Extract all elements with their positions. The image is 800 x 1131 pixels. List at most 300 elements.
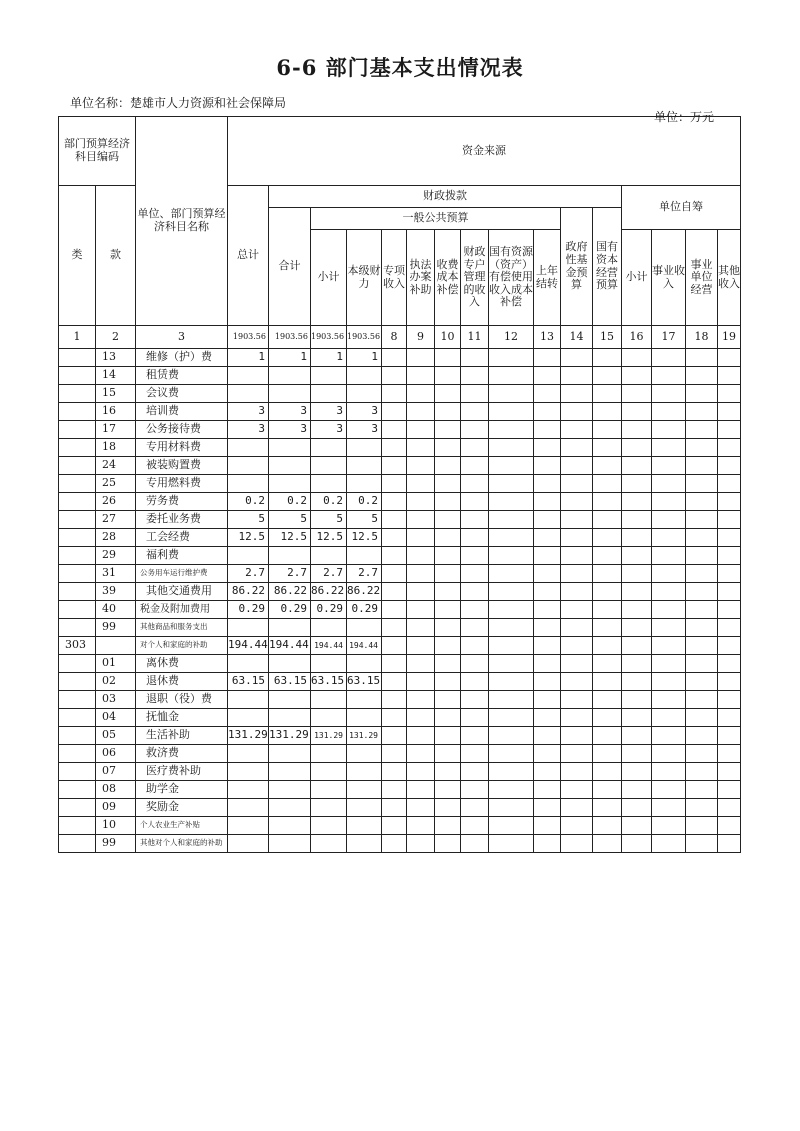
cell-empty — [435, 493, 461, 511]
cell-name: 其他对个人和家庭的补助 — [136, 835, 228, 853]
cell-xiaoji — [311, 799, 347, 817]
cell-empty — [622, 547, 652, 565]
cell-empty — [407, 763, 435, 781]
cell-empty — [407, 565, 435, 583]
header-total: 总计 — [228, 186, 269, 326]
cell-name: 助学金 — [136, 781, 228, 799]
cell-empty — [382, 529, 407, 547]
cell-empty — [718, 367, 741, 385]
cell-empty — [435, 709, 461, 727]
cell-xiaoji: 0.29 — [311, 601, 347, 619]
cell-kuan: 31 — [96, 565, 136, 583]
cell-empty — [435, 619, 461, 637]
cell-empty — [652, 619, 686, 637]
table-row — [59, 745, 741, 763]
cell-empty — [593, 583, 622, 601]
header-self-raised: 单位自筹 — [622, 186, 741, 230]
cell-empty — [561, 421, 593, 439]
cell-empty — [435, 691, 461, 709]
cell-empty — [382, 709, 407, 727]
cell-empty — [686, 493, 718, 511]
cell-empty — [561, 655, 593, 673]
cell-empty — [435, 655, 461, 673]
cell-empty — [652, 565, 686, 583]
cell-kuan: 13 — [96, 349, 136, 367]
cell-empty — [622, 835, 652, 853]
cell-xiaoji: 0.2 — [311, 493, 347, 511]
cell-empty — [489, 763, 534, 781]
table-row — [59, 403, 741, 421]
cell-benji: 0.2 — [347, 493, 382, 511]
cell-empty — [718, 835, 741, 853]
cell-empty — [461, 493, 489, 511]
cell-empty — [382, 817, 407, 835]
cell-xiaoji: 2.7 — [311, 565, 347, 583]
cell-empty — [593, 403, 622, 421]
cell-empty — [461, 511, 489, 529]
cell-lei — [59, 367, 96, 385]
cell-empty — [622, 565, 652, 583]
cell-empty — [622, 799, 652, 817]
cell-benji: 2.7 — [347, 565, 382, 583]
cell-name: 公务用车运行维护费 — [136, 565, 228, 583]
header-state-resources: 国有资源（资产）有偿使用收入成本补偿 — [489, 230, 534, 326]
unit-label: 单位：万元 — [654, 110, 715, 124]
cell-empty — [382, 601, 407, 619]
cell-empty — [382, 457, 407, 475]
cell-empty — [435, 763, 461, 781]
cell-empty — [382, 619, 407, 637]
table-row — [59, 655, 741, 673]
cell-empty — [407, 385, 435, 403]
cell-empty — [622, 439, 652, 457]
cell-empty — [718, 601, 741, 619]
cell-empty — [652, 547, 686, 565]
cell-empty — [461, 709, 489, 727]
cell-empty — [489, 619, 534, 637]
cell-empty — [382, 421, 407, 439]
cell-empty — [593, 475, 622, 493]
cell-empty — [622, 403, 652, 421]
cell-empty — [652, 421, 686, 439]
cell-kuan: 16 — [96, 403, 136, 421]
cell-xiaoji — [311, 367, 347, 385]
cell-empty — [593, 673, 622, 691]
cell-zongji: 12.5 — [228, 529, 269, 547]
cell-kuan: 18 — [96, 439, 136, 457]
cell-empty — [686, 403, 718, 421]
cell-empty — [435, 745, 461, 763]
cell-empty — [652, 655, 686, 673]
cell-empty — [489, 655, 534, 673]
cell-empty — [686, 619, 718, 637]
cell-xiaoji: 194.44 — [311, 637, 347, 655]
table-row — [59, 493, 741, 511]
cell-empty — [593, 547, 622, 565]
header-business-operation: 事业单位经营 — [686, 230, 718, 326]
cell-empty — [407, 583, 435, 601]
cell-empty — [489, 457, 534, 475]
cell-empty — [622, 367, 652, 385]
cell-empty — [461, 403, 489, 421]
cell-empty — [407, 547, 435, 565]
cell-empty — [461, 547, 489, 565]
cell-empty — [652, 673, 686, 691]
cell-empty — [593, 421, 622, 439]
table-row — [59, 565, 741, 583]
cell-empty — [407, 475, 435, 493]
cell-empty — [718, 403, 741, 421]
cell-empty — [534, 565, 561, 583]
cell-empty — [593, 619, 622, 637]
cell-kuan: 39 — [96, 583, 136, 601]
cell-benji: 63.15 — [347, 673, 382, 691]
cell-empty — [534, 655, 561, 673]
cell-empty — [652, 583, 686, 601]
cell-empty — [534, 727, 561, 745]
cell-benji: 3 — [347, 421, 382, 439]
cell-name: 个人农业生产补贴 — [136, 817, 228, 835]
cell-empty — [622, 529, 652, 547]
table-row — [59, 637, 741, 655]
cell-benji: 0.29 — [347, 601, 382, 619]
cell-empty — [435, 511, 461, 529]
cell-empty — [686, 547, 718, 565]
cell-empty — [461, 835, 489, 853]
cell-empty — [622, 763, 652, 781]
cell-empty — [622, 349, 652, 367]
cell-kuan: 40 — [96, 601, 136, 619]
table-row — [59, 835, 741, 853]
cell-heji — [269, 457, 311, 475]
cell-lei — [59, 547, 96, 565]
table-row — [59, 799, 741, 817]
cell-lei — [59, 457, 96, 475]
cell-empty — [461, 583, 489, 601]
cell-empty — [718, 475, 741, 493]
cell-empty — [593, 655, 622, 673]
cell-name: 福利费 — [136, 547, 228, 565]
cell-empty — [593, 349, 622, 367]
cell-empty — [561, 565, 593, 583]
header-law-enforcement: 执法办案补助 — [407, 230, 435, 326]
cell-empty — [461, 817, 489, 835]
cell-empty — [435, 403, 461, 421]
cell-empty — [435, 439, 461, 457]
cell-kuan: 99 — [96, 619, 136, 637]
cell-empty — [686, 349, 718, 367]
cell-empty — [622, 709, 652, 727]
table-row — [59, 475, 741, 493]
cell-empty — [489, 511, 534, 529]
cell-empty — [686, 727, 718, 745]
cell-empty — [435, 565, 461, 583]
cell-empty — [489, 727, 534, 745]
cell-lei — [59, 439, 96, 457]
cell-empty — [561, 547, 593, 565]
header-carryover: 上年结转 — [534, 230, 561, 326]
cell-empty — [407, 745, 435, 763]
cell-empty — [593, 781, 622, 799]
cell-lei — [59, 745, 96, 763]
header-subtotal-fiscal: 合计 — [269, 208, 311, 326]
cell-name: 委托业务费 — [136, 511, 228, 529]
cell-empty — [561, 691, 593, 709]
cell-empty — [489, 799, 534, 817]
cell-empty — [461, 655, 489, 673]
cell-zongji — [228, 691, 269, 709]
cell-zongji: 86.22 — [228, 583, 269, 601]
cell-empty — [593, 367, 622, 385]
cell-heji — [269, 745, 311, 763]
cell-empty — [534, 547, 561, 565]
cell-kuan: 26 — [96, 493, 136, 511]
cell-empty — [489, 709, 534, 727]
cell-kuan: 08 — [96, 781, 136, 799]
cell-empty — [534, 493, 561, 511]
cell-empty — [461, 601, 489, 619]
cell-zongji — [228, 745, 269, 763]
cell-name: 其他交通费用 — [136, 583, 228, 601]
cell-heji — [269, 367, 311, 385]
cell-name: 离休费 — [136, 655, 228, 673]
cell-empty — [489, 493, 534, 511]
cell-name: 对个人和家庭的补助 — [136, 637, 228, 655]
cell-empty — [461, 727, 489, 745]
header-self-subtotal: 小计 — [622, 230, 652, 326]
cell-empty — [534, 601, 561, 619]
cell-empty — [534, 367, 561, 385]
table-row — [59, 349, 741, 367]
cell-xiaoji — [311, 745, 347, 763]
cell-empty — [461, 367, 489, 385]
cell-lei — [59, 565, 96, 583]
cell-empty — [561, 727, 593, 745]
cell-empty — [561, 583, 593, 601]
cell-benji — [347, 835, 382, 853]
cell-heji — [269, 385, 311, 403]
cell-empty — [435, 799, 461, 817]
cell-empty — [489, 403, 534, 421]
cell-empty — [489, 817, 534, 835]
cell-name: 被装购置费 — [136, 457, 228, 475]
cell-empty — [652, 349, 686, 367]
cell-empty — [718, 745, 741, 763]
cell-empty — [489, 529, 534, 547]
cell-empty — [489, 547, 534, 565]
cell-empty — [534, 763, 561, 781]
cell-kuan: 02 — [96, 673, 136, 691]
table-row — [59, 619, 741, 637]
table-row — [59, 727, 741, 745]
cell-heji — [269, 439, 311, 457]
cell-empty — [382, 673, 407, 691]
cell-empty — [382, 799, 407, 817]
cell-benji — [347, 781, 382, 799]
cell-kuan: 04 — [96, 709, 136, 727]
cell-empty — [593, 457, 622, 475]
cell-empty — [593, 601, 622, 619]
cell-empty — [686, 691, 718, 709]
cell-empty — [534, 637, 561, 655]
cell-xiaoji — [311, 763, 347, 781]
cell-kuan: 99 — [96, 835, 136, 853]
cell-empty — [718, 349, 741, 367]
cell-empty — [622, 475, 652, 493]
cell-xiaoji — [311, 475, 347, 493]
cell-empty — [652, 529, 686, 547]
cell-name: 维修（护）费 — [136, 349, 228, 367]
cell-empty — [652, 763, 686, 781]
cell-empty — [718, 457, 741, 475]
cell-kuan: 29 — [96, 547, 136, 565]
cell-empty — [489, 601, 534, 619]
cell-empty — [407, 529, 435, 547]
cell-empty — [407, 403, 435, 421]
cell-empty — [407, 421, 435, 439]
cell-empty — [489, 565, 534, 583]
cell-benji — [347, 799, 382, 817]
cell-kuan: 09 — [96, 799, 136, 817]
index-row: 1 2 3 1903.56 1903.56 1903.56 1903.56 8 9 10 11 12 13 14 15 16 17 18 19 — [59, 326, 741, 349]
cell-benji: 5 — [347, 511, 382, 529]
cell-empty — [382, 763, 407, 781]
cell-empty — [534, 709, 561, 727]
cell-empty — [534, 619, 561, 637]
cell-empty — [718, 673, 741, 691]
cell-kuan: 27 — [96, 511, 136, 529]
cell-empty — [622, 691, 652, 709]
cell-kuan: 25 — [96, 475, 136, 493]
cell-empty — [407, 835, 435, 853]
cell-empty — [622, 619, 652, 637]
cell-empty — [407, 493, 435, 511]
cell-empty — [622, 457, 652, 475]
cell-empty — [652, 493, 686, 511]
header-fiscal-appropriation: 财政拨款 — [269, 186, 622, 208]
cell-empty — [686, 817, 718, 835]
cell-empty — [534, 583, 561, 601]
cell-heji — [269, 655, 311, 673]
cell-zongji: 63.15 — [228, 673, 269, 691]
cell-empty — [461, 619, 489, 637]
cell-empty — [561, 637, 593, 655]
cell-empty — [686, 457, 718, 475]
table-row — [59, 817, 741, 835]
cell-empty — [382, 367, 407, 385]
cell-empty — [561, 367, 593, 385]
cell-empty — [718, 529, 741, 547]
cell-empty — [435, 385, 461, 403]
cell-empty — [534, 457, 561, 475]
cell-empty — [435, 673, 461, 691]
cell-lei — [59, 493, 96, 511]
cell-empty — [407, 349, 435, 367]
cell-kuan: 07 — [96, 763, 136, 781]
cell-name: 专用材料费 — [136, 439, 228, 457]
cell-kuan: 03 — [96, 691, 136, 709]
cell-xiaoji — [311, 835, 347, 853]
cell-lei — [59, 709, 96, 727]
cell-name: 专用燃料费 — [136, 475, 228, 493]
cell-empty — [382, 403, 407, 421]
cell-empty — [561, 511, 593, 529]
cell-empty — [718, 655, 741, 673]
cell-heji — [269, 763, 311, 781]
cell-empty — [561, 835, 593, 853]
cell-empty — [534, 439, 561, 457]
cell-heji: 86.22 — [269, 583, 311, 601]
cell-empty — [652, 817, 686, 835]
cell-empty — [534, 799, 561, 817]
cell-empty — [593, 385, 622, 403]
cell-zongji — [228, 475, 269, 493]
header-special-income: 专项收入 — [382, 230, 407, 326]
cell-zongji — [228, 709, 269, 727]
cell-empty — [686, 745, 718, 763]
cell-xiaoji: 5 — [311, 511, 347, 529]
header-business-income: 事业收入 — [652, 230, 686, 326]
cell-heji: 5 — [269, 511, 311, 529]
cell-empty — [561, 457, 593, 475]
cell-empty — [593, 709, 622, 727]
cell-zongji — [228, 763, 269, 781]
cell-empty — [489, 745, 534, 763]
cell-empty — [435, 601, 461, 619]
cell-empty — [561, 403, 593, 421]
cell-empty — [686, 511, 718, 529]
cell-heji: 1 — [269, 349, 311, 367]
cell-empty — [652, 637, 686, 655]
cell-empty — [593, 817, 622, 835]
cell-empty — [686, 709, 718, 727]
cell-benji: 12.5 — [347, 529, 382, 547]
cell-benji — [347, 619, 382, 637]
cell-empty — [382, 583, 407, 601]
cell-empty — [461, 565, 489, 583]
cell-lei — [59, 403, 96, 421]
cell-lei — [59, 619, 96, 637]
cell-xiaoji: 12.5 — [311, 529, 347, 547]
cell-empty — [435, 475, 461, 493]
cell-empty — [718, 565, 741, 583]
cell-empty — [382, 547, 407, 565]
cell-empty — [718, 493, 741, 511]
cell-empty — [561, 475, 593, 493]
cell-heji — [269, 475, 311, 493]
table-row — [59, 763, 741, 781]
table-row — [59, 421, 741, 439]
cell-empty — [561, 799, 593, 817]
table-row — [59, 601, 741, 619]
cell-name: 退职（役）费 — [136, 691, 228, 709]
cell-empty — [534, 403, 561, 421]
cell-empty — [593, 637, 622, 655]
cell-empty — [686, 529, 718, 547]
cell-empty — [718, 511, 741, 529]
cell-empty — [718, 385, 741, 403]
cell-lei — [59, 673, 96, 691]
cell-empty — [652, 367, 686, 385]
cell-empty — [461, 673, 489, 691]
cell-empty — [593, 835, 622, 853]
cell-empty — [382, 475, 407, 493]
cell-empty — [407, 781, 435, 799]
cell-kuan: 28 — [96, 529, 136, 547]
cell-empty — [407, 727, 435, 745]
cell-kuan: 15 — [96, 385, 136, 403]
cell-name: 奖励金 — [136, 799, 228, 817]
